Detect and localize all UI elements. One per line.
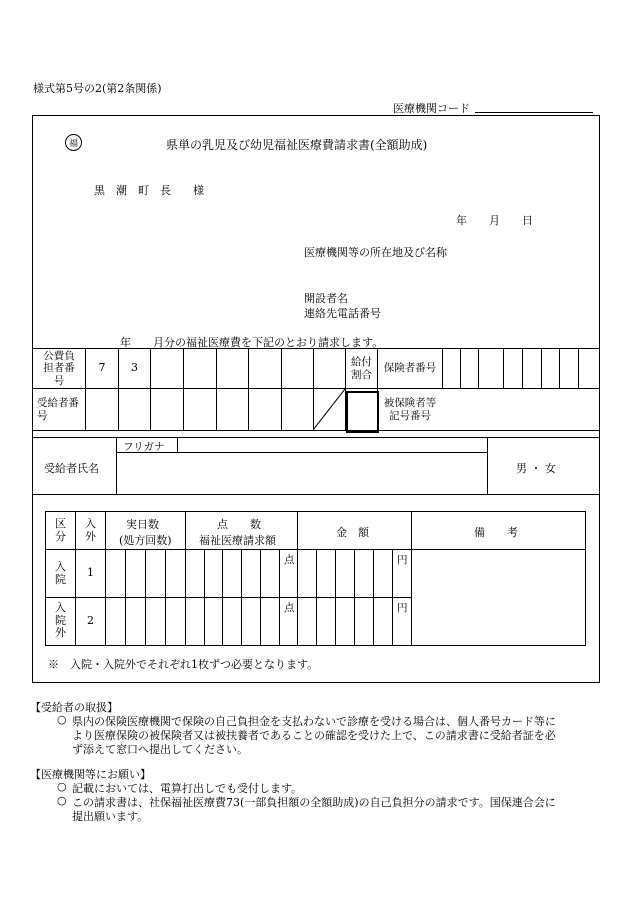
- note-line: 記載においては、電算打出しでも受付します。: [72, 782, 303, 795]
- benefit-ratio-label: 給付割合: [351, 356, 372, 381]
- table1-divider: [522, 348, 523, 388]
- yen-unit: 円: [397, 602, 408, 614]
- recipient-number-label: 受給者番号: [37, 397, 79, 422]
- days-header: 実日数: [126, 518, 159, 531]
- name-divider: [116, 437, 117, 494]
- note-line: 県内の保険医療機関で保険の自己負担金を支払わないで診療を受ける場合は、個人番号カード等に: [72, 715, 556, 728]
- diagonal-slash: [313, 389, 345, 430]
- table1-divider: [248, 348, 249, 430]
- note-line: より医療保険の被保険者又は被扶養者であることの確認を受けた上で、この請求書に受給者証を必: [72, 729, 556, 742]
- table1-divider: [503, 348, 504, 388]
- point-unit: 点: [284, 602, 295, 614]
- digit-divider: [392, 549, 393, 645]
- remarks-header: 備 考: [474, 526, 518, 539]
- table1-divider: [442, 348, 443, 388]
- claims-divider: [185, 511, 186, 645]
- furigana-divider: [116, 452, 487, 453]
- row-category: 入院: [55, 559, 66, 586]
- in-out-header: 入外: [85, 516, 96, 543]
- table1-divider: [216, 348, 217, 430]
- table1-divider: [559, 348, 560, 388]
- category-header: 区分: [55, 516, 66, 543]
- table1-divider: [281, 348, 282, 430]
- institution-code-input[interactable]: [475, 112, 593, 113]
- digit-divider: [145, 549, 146, 645]
- insurer-number-label: 保険者番号: [383, 362, 437, 375]
- bullet: ○: [57, 780, 67, 793]
- row-code: 1: [87, 566, 94, 580]
- digit-divider: [204, 549, 205, 645]
- date-field[interactable]: 年 月 日: [456, 214, 533, 227]
- institution-address-label: 医療機関等の所在地及び名称: [304, 246, 447, 259]
- addressee: 黒 潮 町 長 様: [94, 184, 204, 197]
- table1-divider: [183, 348, 184, 430]
- founder-label: 開設者名: [304, 292, 348, 305]
- table1-divider: [541, 348, 542, 388]
- digit-divider: [373, 549, 374, 645]
- points-sub-header: 福祉医療請求額: [199, 534, 276, 547]
- digit-divider: [316, 549, 317, 645]
- claims-divider: [297, 511, 298, 645]
- table1-divider: [478, 348, 479, 388]
- gender-select[interactable]: 男 ・ 女: [516, 462, 556, 475]
- form-number: 様式第5号の2(第2条関係): [33, 82, 162, 95]
- note-line: 提出願います。: [72, 810, 149, 823]
- claims-header-border: [45, 549, 585, 550]
- row-category: 入院外: [55, 601, 66, 640]
- table1-divider: [150, 348, 151, 430]
- institution-notes-heading: 【医療機関等にお願い】: [30, 768, 151, 781]
- note-line: この請求書は、社保福祉医療費73(一部負担額の全額助成)の自己負担分の請求です。国保連合会に: [72, 796, 556, 809]
- bullet: ○: [57, 794, 67, 807]
- bullet: ○: [57, 713, 67, 726]
- fuku-seal-icon: 福: [65, 134, 82, 151]
- digit-divider: [241, 549, 242, 645]
- claims-note: ※ 入院・入院外でそれぞれ1枚ずつ必要となります。: [48, 658, 319, 671]
- yen-unit: 円: [397, 554, 408, 566]
- name-top-border: [32, 437, 599, 438]
- digit-divider: [165, 549, 166, 645]
- phone-label: 連絡先電話番号: [304, 307, 381, 320]
- name-bottom-border: [32, 494, 599, 495]
- furigana-divider-v: [177, 437, 178, 452]
- point-unit: 点: [284, 554, 295, 566]
- note-line: ず添えて窓口へ提出してください。: [72, 743, 248, 756]
- form-title: 県単の乳児及び幼児福祉医療費請求書(全額助成): [166, 138, 428, 152]
- payer-digit-2[interactable]: 3: [131, 361, 138, 375]
- digit-divider: [354, 549, 355, 645]
- request-statement: 年 月分の福祉医療費を下記のとおり請求します。: [120, 336, 384, 349]
- claims-divider: [105, 511, 106, 645]
- benefit-ratio-input[interactable]: [346, 391, 379, 433]
- institution-code-label: 医療機関コード: [393, 102, 470, 115]
- table1-bottom-border: [32, 430, 599, 431]
- digit-divider: [279, 549, 280, 645]
- digit-divider: [125, 549, 126, 645]
- payer-number-label: 公費負担者番号: [43, 350, 75, 387]
- recipient-name-label: 受給者氏名: [44, 462, 99, 475]
- row-code: 2: [87, 613, 94, 627]
- gender-divider: [487, 437, 488, 494]
- table1-divider: [578, 348, 579, 388]
- payer-digit-1[interactable]: 7: [98, 361, 106, 375]
- recipient-notes-heading: 【受給者の取扱】: [30, 701, 118, 714]
- points-header: 点 数: [217, 518, 261, 531]
- days-sub-header: (処方回数): [119, 534, 172, 547]
- amount-header: 金 額: [336, 526, 369, 539]
- digit-divider: [260, 549, 261, 645]
- digit-divider: [222, 549, 223, 645]
- digit-divider: [335, 549, 336, 645]
- table1-divider: [460, 348, 461, 388]
- insured-symbol-label: 被保険者等記号番号: [383, 397, 437, 422]
- claims-divider: [411, 511, 412, 645]
- furigana-label: フリガナ: [123, 441, 165, 453]
